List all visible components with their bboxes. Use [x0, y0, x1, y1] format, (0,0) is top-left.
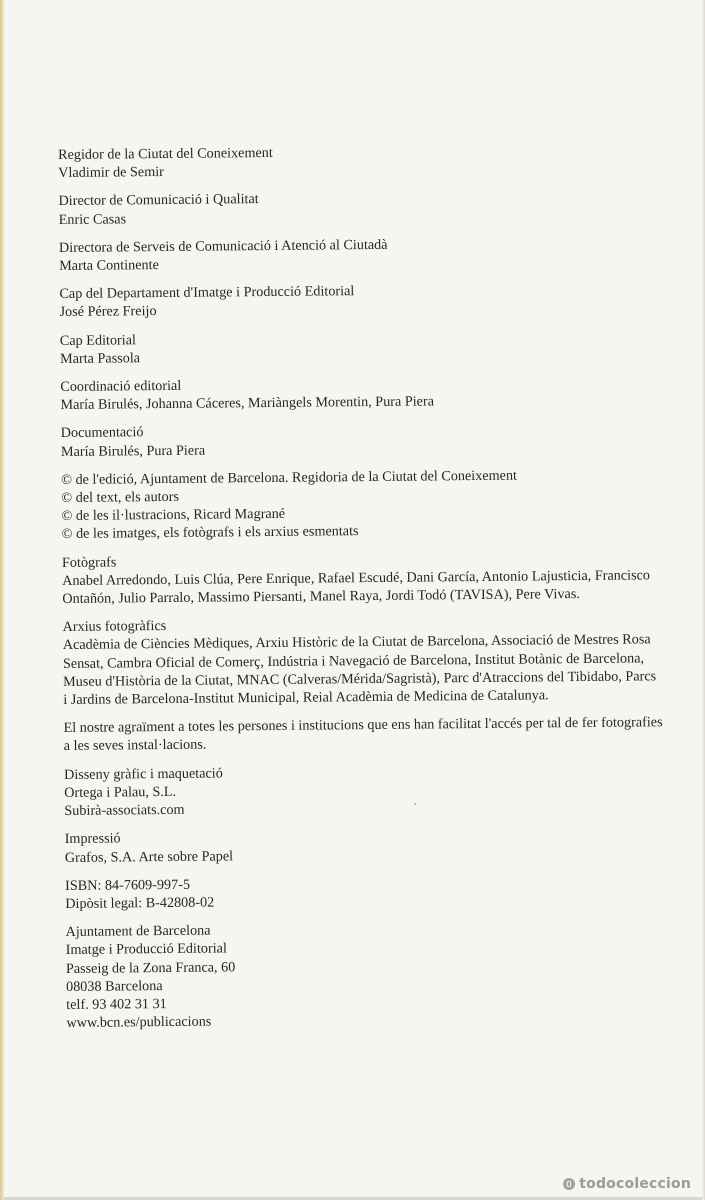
credit-role: Director de Comunicació i Qualitat	[58, 191, 259, 210]
credit-cap-editorial	[60, 326, 680, 368]
credit-person: Enric Casas	[58, 210, 127, 228]
page-edge-left	[0, 0, 4, 1200]
legal-deposit: Dipòsit legal: B-42808-02	[65, 894, 215, 912]
copyright-line: © de les il·lustracions, Ricard Magrané	[61, 506, 286, 525]
design-website: Subirà-associats.com	[64, 801, 185, 820]
printing-credit	[65, 824, 685, 866]
address-website: www.bcn.es/publicacions	[66, 1013, 212, 1032]
address-line: Imatge i Producció Editorial	[65, 940, 227, 959]
watermark-text: todocoleccion	[579, 1176, 691, 1192]
address-phone: telf. 93 402 31 31	[66, 995, 167, 1013]
credit-role: Documentació	[60, 424, 144, 442]
isbn: ISBN: 84-7609-997-5	[65, 876, 191, 894]
credit-documentacio	[61, 418, 681, 460]
printing-company: Grafos, S.A. Arte sobre Papel	[64, 847, 234, 866]
credit-role: Regidor de la Ciutat del Coneixement	[58, 144, 273, 163]
credit-coordinacio	[60, 372, 680, 414]
credit-person: María Birulés, Johanna Cáceres, Mariàngels Morentin, Pura Piera	[60, 393, 435, 414]
legal-info	[65, 871, 685, 913]
credit-role: Directora de Serveis de Comunicació i Atenció al Ciutadà	[58, 236, 388, 256]
credit-person: Marta Continente	[59, 257, 159, 275]
design-credit	[64, 760, 684, 821]
credit-director	[58, 186, 678, 228]
photographers-section	[62, 548, 682, 609]
credit-person: María Birulés, Pura Piera	[60, 442, 206, 460]
printing-heading: Impressió	[64, 830, 121, 848]
photographers-list: Anabel Arredondo, Luis Clúa, Pere Enrique, Rafael Escudé, Dani García, Antonio Lajusticia, Francisco Ontañón, Julio Parralo, Massimo Piersanti, Manel Raya, Jordi Todó (TAVISA), Pere Vivas.	[62, 567, 651, 608]
credit-role: Coordinació editorial	[60, 377, 182, 396]
credit-regidor	[58, 140, 678, 182]
copyright-line: © del text, els autors	[61, 488, 180, 507]
watermark-logo-icon	[563, 1178, 575, 1190]
address-line: Passeig de la Zona Franca, 60	[65, 958, 236, 977]
copyright-line: © de les imatges, els fotògrafs i els arxius esmentats	[61, 523, 359, 543]
address-line: 08038 Barcelona	[65, 977, 163, 995]
photographers-heading: Fotògrafs	[61, 554, 117, 571]
credit-cap-departament	[59, 279, 679, 321]
design-heading: Disseny gràfic i maquetació	[63, 765, 223, 783]
acknowledgement	[64, 713, 684, 755]
credit-person: Vladimir de Semir	[58, 164, 164, 182]
credit-directora	[59, 233, 679, 275]
copyright-line: © de l'edició, Ajuntament de Barcelona. Regidoria de la Ciutat del Coneixement	[61, 467, 518, 488]
credit-person: Marta Passola	[59, 350, 141, 367]
copyright-notices	[61, 465, 682, 544]
design-company: Ortega i Palau, S.L.	[64, 783, 177, 801]
credits-text	[58, 140, 687, 1042]
credit-person: José Pérez Freijo	[59, 303, 157, 321]
archives-heading: Arxius fotogràfics	[62, 618, 167, 636]
publisher-address	[65, 917, 686, 1032]
watermark	[563, 1176, 691, 1192]
credit-role: Cap del Departament d'Imatge i Producció Editorial	[59, 283, 355, 303]
address-line: Ajuntament de Barcelona	[65, 922, 211, 941]
acknowledgement-text: El nostre agraïment a totes les persones i institucions que ens han facilitat l'accés per tal de fer fotografies a les seves instal·lacions.	[63, 714, 663, 755]
archives-section	[63, 612, 684, 709]
archives-list: Acadèmia de Ciències Mèdiques, Arxiu Històric de la Ciutat de Barcelona, Associació de Mestres Rosa Sensat, Cambra Oficial de Comerç, Indústria i Navegació de Barcelona, Institut Botànic de Barcelona, Museu d'Història de la Ciutat, MNAC (Calveras/Mérida/Sagristà), Parc d'Atraccions del Tibidabo, Parcs i Jardins de Barcelona-Institut Municipal, Reial Acadèmia de Medicina de Catalunya.	[62, 631, 657, 709]
credit-role: Cap Editorial	[59, 331, 136, 349]
